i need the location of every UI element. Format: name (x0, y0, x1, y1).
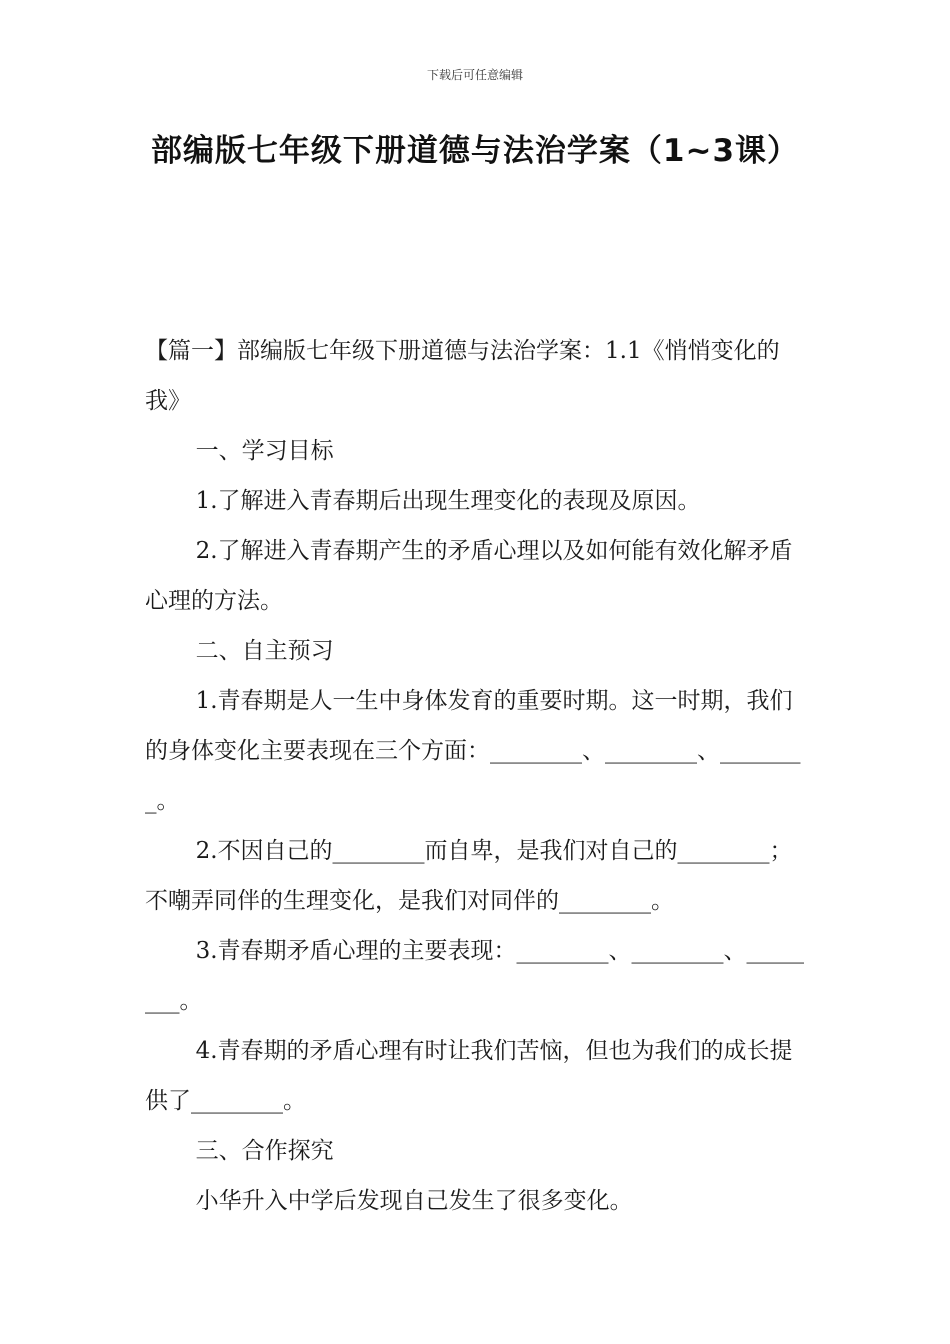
heading-self-preview: 二、自主预习 (195, 638, 334, 664)
preview-item-2: 2.不因自己的________而自卑，是我们对自己的________；不嘲弄同伴的生理变化，是我们对同伴的________。 (145, 838, 793, 914)
preview-item-3: 3.青春期矛盾心理的主要表现：________、________、________。 (145, 938, 805, 1014)
objective-item-2: 2.了解进入青春期产生的矛盾心理以及如何能有效化解矛盾心理的方法。 (145, 538, 793, 614)
heading-learning-objectives: 一、学习目标 (195, 438, 334, 464)
preview-item-4: 4.青春期的矛盾心理有时让我们苦恼，但也为我们的成长提供了________。 (145, 1038, 793, 1114)
objective-item-1: 1.了解进入青春期后出现生理变化的表现及原因。 (195, 488, 701, 514)
preview-item-1: 1.青春期是人一生中身体发育的重要时期。这一时期，我们的身体变化主要表现在三个方面：________、________、________。 (145, 688, 801, 814)
header-note: 下载后可任意编辑 (426, 68, 523, 82)
inquiry-paragraph: 小华升入中学后发现自己发生了很多变化。 (195, 1188, 633, 1214)
section-heading: 【篇一】部编版七年级下册道德与法治学案：1.1《悄悄变化的我》 (145, 338, 780, 414)
document-body (145, 326, 810, 1226)
heading-cooperative-inquiry: 三、合作探究 (195, 1138, 334, 1164)
document-title: 部编版七年级下册道德与法治学案（1~3课） (150, 133, 800, 169)
